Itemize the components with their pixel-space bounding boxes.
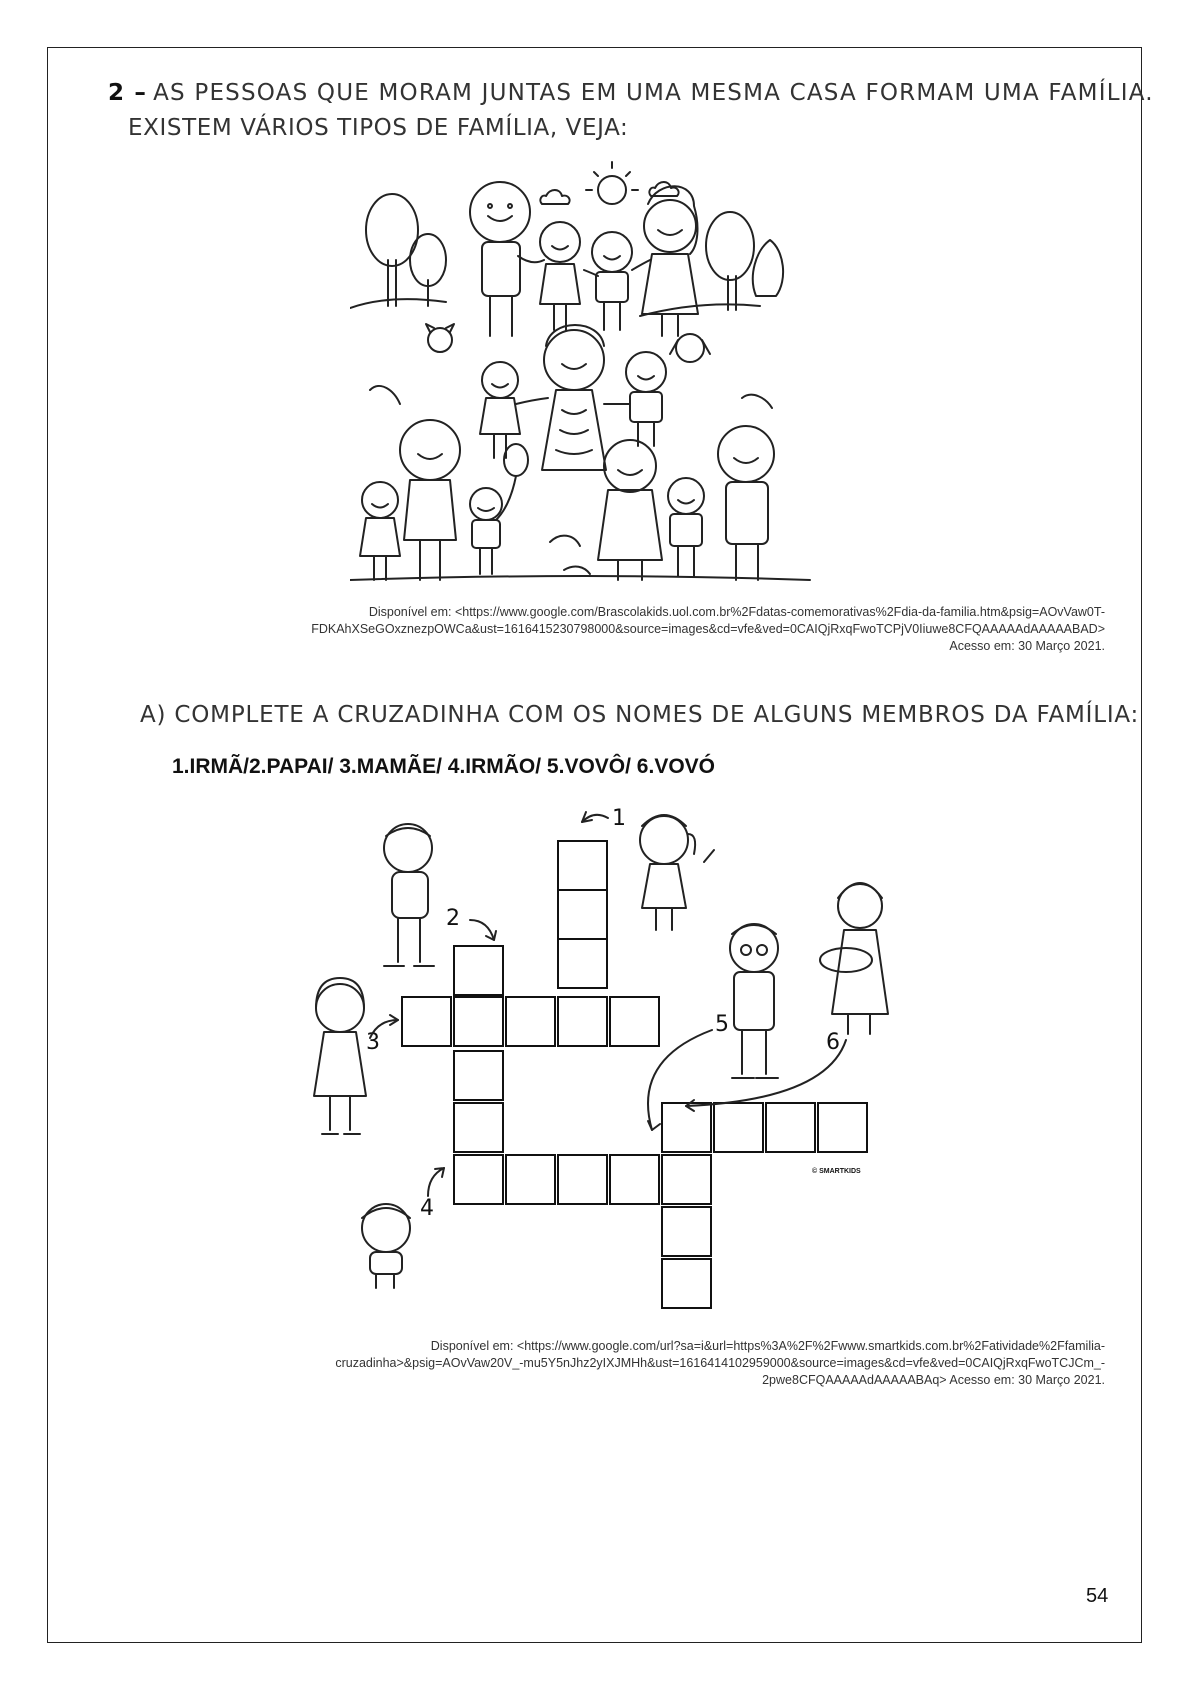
mother-character-icon — [314, 978, 366, 1134]
credit-1-line-2: FDKAhXSeGOxznezpOWCa&ust=1616415230798000&source=images&cd=vfe&ved=0CAIQjRxqFwoTCPjV0Iiuwe8CFQAAAAAdAAAAABAD> — [311, 622, 1105, 636]
clue-number-3: 3 — [366, 1030, 380, 1055]
image-credit-2 — [105, 1338, 1105, 1389]
arrow-5-icon — [648, 1030, 712, 1130]
credit-1-line-1: Disponível em: <https://www.google.com/Brascolakids.uol.com.br%2Fdatas-comemorativas%2Fdia-da-familia.htm&psig=AOvVaw0T- — [368, 605, 1105, 619]
sister-character-icon — [640, 815, 714, 930]
instruction-text: A) COMPLETE A CRUZADINHA COM OS NOMES DE ALGUNS MEMBROS DA FAMÍLIA: — [140, 702, 1140, 728]
smartkids-watermark: © SMARTKIDS — [812, 1168, 861, 1175]
clue-number-2: 2 — [446, 906, 460, 931]
clue-number-5: 5 — [715, 1012, 729, 1037]
brother-character-icon — [362, 1204, 410, 1288]
page-number: 54 — [1086, 1585, 1109, 1607]
credit-2-line-2: cruzadinha>&psig=AOvVaw20V_-mu5Y5nJhz2yIXJMHh&ust=1616414102959000&source=images&cd=vfe&ved=0CAIQjRxqFwoTCJCm_- — [335, 1356, 1105, 1370]
grandfather-character-icon — [730, 924, 778, 1078]
clue-number-1: 1 — [612, 806, 626, 831]
question-line-2: EXISTEM VÁRIOS TIPOS DE FAMÍLIA, VEJA: — [128, 115, 629, 141]
arrow-4-icon — [428, 1168, 444, 1196]
credit-1-line-3: Acesso em: 30 Março 2021. — [949, 639, 1105, 653]
question-text-1: AS PESSOAS QUE MORAM JUNTAS EM UMA MESMA CASA FORMAM UMA FAMÍLIA. — [153, 80, 1154, 106]
arrow-2-icon — [470, 920, 494, 940]
father-character-icon — [384, 824, 434, 966]
credit-2-line-3: 2pwe8CFQAAAAAdAAAAABAq> Acesso em: 30 Março 2021. — [762, 1373, 1105, 1387]
clue-number-6: 6 — [826, 1030, 840, 1055]
credit-2-line-1: Disponível em: <https://www.google.com/url?sa=i&url=https%3A%2F%2Fwww.smartkids.com.br%2Fatividade%2Ffamilia- — [430, 1339, 1105, 1353]
question-number: 2 – — [108, 80, 148, 106]
answer-list: 1.IRMÃ/2.PAPAI/ 3.MAMÃE/ 4.IRMÃO/ 5.VOVÔ/ 6.VOVÓ — [172, 755, 715, 778]
grandmother-character-icon — [820, 883, 888, 1034]
clue-number-4: 4 — [420, 1196, 434, 1221]
